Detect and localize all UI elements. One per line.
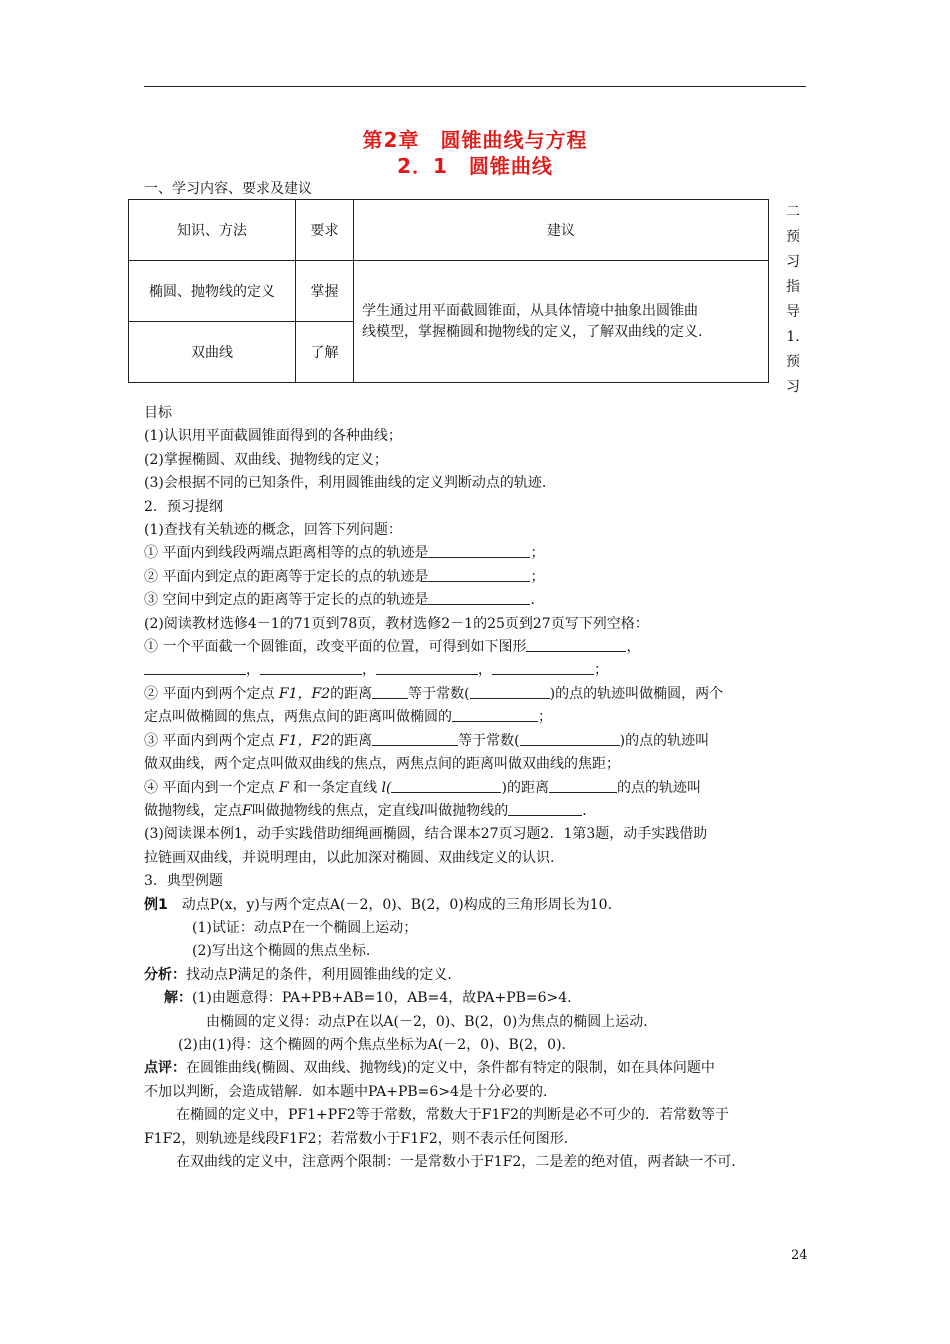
goal-item: (2)掌握椭圆、双曲线、抛物线的定义； [144,451,388,468]
example-question: (2)写出这个椭圆的焦点坐标. [192,943,371,960]
table-cell: 椭圆、抛物线的定义 [129,261,296,322]
analysis-label: 分析： [144,966,186,983]
requirements-table [128,199,769,383]
fill-blank[interactable] [260,660,362,675]
question-text: ③ 空间中到定点的距离等于定长的点的轨迹是 [144,592,429,609]
section-heading: 一、学习内容、要求及建议 [144,181,312,197]
side-char: 导 [786,304,800,320]
solution-label: 解： [164,990,192,1007]
punct: ， [362,662,376,679]
side-char: 预 [786,354,800,370]
table-cell: 双曲线 [129,322,296,383]
fill-blank[interactable] [376,660,478,675]
question-text: )的距离 [501,779,549,796]
fill-blank[interactable] [452,707,538,722]
table-header: 建议 [354,200,769,261]
advice-line: 学生通过用平面截圆锥面，从具体情境中抽象出圆锥曲 [362,302,698,319]
fill-blank[interactable] [549,778,617,793]
question-text: 的距离 [330,732,373,749]
solution-text: (1)由题意得：PA+PB+AB=10，AB=4，故PA+PB=6>4. [192,990,572,1007]
side-char: 习 [786,254,800,270]
math-var: F1，F2 [278,685,331,702]
question-item [144,683,809,706]
question-text: ② 平面内到两个定点 [144,685,275,702]
punct: ； [530,545,545,562]
math-var: l [419,802,425,819]
goal-item: (1)认识用平面截圆锥面得到的各种曲线； [144,428,402,445]
comment-text: 在圆锥曲线(椭圆、双曲线、抛物线)的定义中，条件都有特定的限制，如在具体问题中 [186,1060,715,1077]
example-stem [144,894,809,917]
question-text: )的点的轨迹叫做椭圆，两个 [549,685,724,702]
side-char: 习 [786,379,800,395]
question-item: 拉链画双曲线，并说明理由，以此加深对椭圆、双曲线定义的认识. [144,849,555,866]
question-item [144,566,809,589]
question-text: 叫做抛物线的焦点，定直线 [251,802,420,819]
solution-line: (2)由(1)得：这个椭圆的两个焦点坐标为A(－2，0)、B(2，0). [178,1036,566,1053]
question-item [144,589,809,612]
example-question: (1)试证：动点P在一个椭圆上运动； [192,919,418,936]
fill-blank[interactable] [391,778,501,793]
fill-blank[interactable] [428,567,530,582]
question-text: )的点的轨迹叫 [619,732,710,749]
table-cell: 了解 [296,322,354,383]
question-item [144,730,809,753]
goals-heading: 目标 [144,405,172,421]
example-text: 动点P(x，y)与两个定点A(－2，0)、B(2，0)构成的三角形周长为10. [181,896,613,913]
math-var: F [242,802,252,819]
punct: ， [478,662,492,679]
header-rule [144,86,806,87]
question-text: 等于常数( [458,732,520,749]
question-item [144,636,809,659]
comment-line: 不加以判断，会造成错解．如本题中PA+PB=6>4是十分必要的. [144,1083,548,1100]
punct: ； [538,709,552,726]
paragraph: 在双曲线的定义中，注意两个限制：一是常数小于F1F2，二是差的绝对值，两者缺一不可. [176,1154,736,1170]
question-item [144,800,809,823]
question-text: ① 平面内到线段两端点距离相等的点的轨迹是 [144,545,429,562]
side-char: 1. [786,329,800,345]
fill-blank[interactable] [372,684,408,699]
table-cell-advice [354,261,769,383]
goal-item: (3)会根据不同的已知条件，利用圆锥曲线的定义判断动点的轨迹. [144,475,547,492]
question-text: ③ 平面内到两个定点 [144,732,275,749]
question-text: 的距离 [330,685,373,702]
document-body [144,402,809,1174]
question-text: 定点叫做椭圆的焦点，两焦点间的距离叫做椭圆的 [144,709,452,726]
table-cell: 掌握 [296,261,354,322]
fill-blank[interactable] [508,801,582,816]
question-text: 做抛物线，定点 [144,802,242,819]
fill-blank[interactable] [372,731,458,746]
outline-heading: 2．预习提纲 [144,498,223,515]
punct: . [582,802,587,819]
analysis [144,964,809,987]
fill-blank[interactable] [492,660,594,675]
question-intro: (1)查找有关轨迹的概念，回答下列问题： [144,522,402,539]
analysis-text: 找动点P满足的条件，利用圆锥曲线的定义. [186,966,452,983]
question-text: ① 一个平面截一个圆锥面，改变平面的位置，可得到如下图形 [144,639,527,656]
question-item: 做双曲线，两个定点叫做双曲线的焦点，两焦点间的距离叫做双曲线的焦距； [144,756,620,773]
side-char: 预 [786,229,800,245]
examples-heading: 3．典型例题 [144,873,223,890]
math-var: F1，F2 [278,732,331,749]
question-text: ④ 平面内到一个定点 [144,779,275,796]
question-item [144,542,809,565]
question-intro: (2)阅读教材选修4－1的71页到78页，教材选修2－1的25页到27页写下列空格： [144,615,649,632]
math-var: F [278,779,289,796]
table-header: 要求 [296,200,354,261]
table-header: 知识、方法 [129,200,296,261]
punct: . [530,592,535,609]
punct: ， [626,639,641,656]
solution [144,987,809,1010]
paragraph: 在椭圆的定义中，PF1+PF2等于常数，常数大于F1F2的判断是必不可少的．若常数等于 [176,1107,730,1124]
punct: ， [246,662,260,679]
comment [144,1057,809,1080]
math-var: l( [381,779,392,796]
punct: ； [530,568,545,585]
side-heading [783,200,803,400]
paragraph-line: F1F2，则轨迹是线段F1F2；若常数小于F1F2，则不表示任何图形. [144,1130,569,1147]
question-text: 和一条定直线 [293,779,378,796]
fill-blank[interactable] [470,684,550,699]
punct: ； [594,662,608,679]
fill-blank[interactable] [144,660,246,675]
side-char: 指 [786,279,800,295]
comment-label: 点评： [144,1060,186,1077]
page-number: 24 [791,1248,808,1263]
section-title: 2．1 圆锥曲线 [397,154,553,178]
question-text: ② 平面内到定点的距离等于定长的点的轨迹是 [144,568,429,585]
fill-blank[interactable] [428,543,530,558]
example-label: 例1 [144,896,168,913]
question-text: 等于常数( [408,685,470,702]
fill-blank[interactable] [520,731,620,746]
question-text: 的点的轨迹叫 [616,779,701,796]
chapter-title: 第2章 圆锥曲线与方程 [362,128,588,152]
side-char: 二 [786,204,800,220]
question-item [144,777,809,800]
question-item [144,659,809,682]
question-item [144,706,809,729]
advice-line: 线模型，掌握椭圆和抛物线的定义，了解双曲线的定义. [362,323,703,340]
question-text: 叫做抛物线的 [424,802,509,819]
fill-blank[interactable] [526,637,626,652]
question-item: (3)阅读课本例1，动手实践借助细绳画椭圆，结合课本27页习题2．1第3题，动手实践借助 [144,826,708,843]
fill-blank[interactable] [428,590,530,605]
solution-line: 由椭圆的定义得：动点P在以A(－2，0)、B(2，0)为焦点的椭圆上运动. [206,1013,648,1030]
